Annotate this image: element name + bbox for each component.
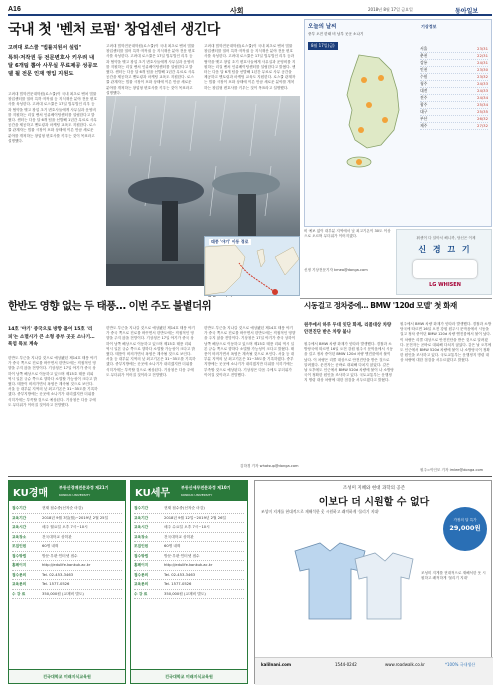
- ad-row-label: 교육장소: [12, 534, 27, 539]
- weather-title: 오늘의 날씨: [308, 24, 337, 30]
- ad-row-value: 60명 내외: [42, 544, 59, 548]
- cooling-title: 이보다 더 시원할 수 없다: [318, 497, 430, 508]
- ad-row-label: 홈페이지: [134, 563, 149, 567]
- ad-row-value: Tel. 02-453-3463: [42, 572, 74, 577]
- ad-row-label: 수 강 료: [12, 591, 26, 596]
- cooling-top: 조성미 지혜와 현대 과학의 공존: [342, 486, 406, 491]
- ad-row: [12, 580, 122, 590]
- city-row: [420, 74, 488, 81]
- city-row: [420, 60, 488, 67]
- ad-row: [134, 561, 244, 571]
- city-name: 대전: [420, 88, 428, 93]
- ad-row-label: 교육기간: [134, 515, 149, 520]
- ad-row-label: 접수문의: [12, 572, 27, 577]
- top-headline: 국내 첫 '벤처 로펌' 창업센터 생긴다: [8, 22, 220, 38]
- price-badge: [443, 507, 487, 551]
- ad-row-label: 교육장소: [134, 534, 149, 539]
- weather-box: [304, 19, 492, 227]
- ad-row: [12, 504, 122, 514]
- ad-row: [134, 523, 244, 533]
- ad-row-value: 2018년 9월 12일~2019년 2월 26일: [164, 515, 226, 520]
- city-temp: 25/34: [477, 102, 488, 107]
- city-temp: 23/32: [477, 74, 488, 79]
- ad-logo: KU경매: [13, 488, 49, 499]
- ad-row-label: 홈페이지: [12, 563, 27, 567]
- ad-row-label: 교육문의: [12, 582, 27, 586]
- city-name: 인천: [420, 67, 428, 72]
- price-label: 가정의 달 특가: [453, 518, 477, 522]
- price-value: 29,000원: [449, 524, 481, 532]
- city-name: 청주: [420, 81, 428, 86]
- city-row: [420, 109, 488, 116]
- city-name: 강릉: [420, 60, 428, 65]
- ad-row-value: 방문·우편·인터넷 접수: [164, 553, 200, 558]
- weather-note-byline: 신정 기상전문기자 kmeo@donga.com: [304, 268, 368, 272]
- mid-body-col1: 한반도 부근을 지나갈 것으로 예상됐던 제14호 태풍 야기가 중국 쪽으로 진로를 바꾸면서 한반도에는 직접적인 영향을 주지 않을 전망이다. 기상청은 17일 야기가 중국 상하이 남쪽 해상으로 이동하고 있으며 제15호 태풍 리피 역시 일본 규슈 쪽으로 향하다 소멸할 가능성이 크다고 밝혔다. 태풍이 비켜가면서 폭염은 계속될 것으로 보인다. 서울 등 대부분 지역의 낮 최고기온은 31~35도를 기록하겠다. 중부지방에는 곳곳에 소나기가 내리겠지만 더위를 식히기에는 부족할 것으로 예상된다. 기상청은 다음 주에도 무더위가 이어질 것이라고 전망했다.: [8, 356, 98, 407]
- ad-row-value: 매주 수요일 오후 7시~10시: [164, 525, 210, 529]
- city-temp: 24/34: [477, 95, 488, 100]
- korea-map: [319, 50, 419, 170]
- ad-row: [12, 542, 122, 552]
- ad-row: [134, 542, 244, 552]
- weather-map-label: 8월 17일(금): [308, 42, 338, 50]
- city-temp: 22/31: [477, 53, 488, 58]
- ad-row: [134, 590, 244, 600]
- whisen-sub: 휘센이 다 알아서 해니까, 당신은 이제: [416, 236, 476, 240]
- city-list: [420, 46, 488, 130]
- ad-row: [12, 523, 122, 533]
- bmw-byline: 원주=이인모 기자 imlee@donga.com: [420, 468, 484, 472]
- ad-row: [134, 533, 244, 543]
- city-name: 수원: [420, 74, 428, 79]
- ad-title: 부동산경매전문과정 제21기: [59, 485, 109, 490]
- city-temp: 24/31: [477, 60, 488, 65]
- city-row: [420, 88, 488, 95]
- ad-row-label: 접수기간: [134, 506, 149, 510]
- ad-row-value: Tel. 1577-0526: [164, 582, 192, 586]
- top-body-col3: 고려대 법학전문대학원(로스쿨)이 국내 최초로 벤처 법률 창업센터를 열어 특허·저작권 등 지식재산 분야 전문 변호사를 육성한다. 고려대 로스쿨은 17일 법무법인 리우 등과 협약을 맺고 창업 초기 변호사들에게 사무실과 운영비를 지원하는 리걸 벤처 인큐베이팅센터를 설립한다고 밝혔다. 센터는 다음 달 6개 팀을 선발해 1년간 무료로 사무 공간을 제공하고 멘토링과 마케팅 교육도 지원한다. 로스쿨 관계자는 법률 시장이 포화 상태에 이른 만큼 새로운 분야를 개척하는 창업형 변호사를 키우는 것이 목표라고 설명했다.: [204, 44, 296, 90]
- cooling-footnote: *100% 국내생산: [445, 662, 476, 667]
- city-name: 제주: [420, 123, 428, 128]
- ad-row-value: http://edulife.konkuk.ac.kr: [42, 563, 91, 567]
- ad-footer: 건국대학교 미래지식교육원: [9, 669, 125, 683]
- top-subhead-2: 특허·저작권 등 전문변호사 키우려 내달 6개팀 뽑아 사무실 무료제공 성공모델 될 전문 인재 영입 지원도: [8, 55, 98, 77]
- city-name: 춘천: [420, 53, 428, 58]
- ad-row: [12, 514, 122, 524]
- edition-date: 2018년 8월 17일 금요일: [368, 7, 413, 12]
- city-name: 전주: [420, 95, 428, 100]
- ad-row-label: 접수기간: [12, 506, 27, 510]
- ad-row-value: 350,000원 (교재비 별도): [42, 591, 84, 596]
- ad-row-label: 접수문의: [134, 572, 149, 577]
- paper-name: 동아일보: [455, 8, 479, 15]
- ad-logo: KU세무: [135, 488, 171, 499]
- ad-row: [12, 561, 122, 571]
- ad-row-label: 모집인원: [12, 544, 27, 548]
- ad-row-label: 교육기간: [12, 515, 27, 520]
- city-temp: 23/31: [477, 46, 488, 51]
- ad-row-value: 건국대학교 상허관: [164, 534, 194, 539]
- city-row: [420, 81, 488, 88]
- city-temp: 27/32: [477, 123, 488, 128]
- ad-row: [134, 504, 244, 514]
- ad-ku-auction[interactable]: [8, 480, 126, 684]
- section-title: 사회: [230, 7, 244, 15]
- city-name: 서울: [420, 46, 428, 51]
- bmw-headline: 시동걸고 정차중에… BMW '120d 모델' 첫 화재: [304, 301, 457, 310]
- cooling-footer: [255, 657, 493, 685]
- ad-row-value: 건국대학교 상허관: [42, 534, 72, 539]
- cooling-phone: 1544-0242: [335, 662, 357, 667]
- ad-row: [134, 580, 244, 590]
- bmw-kicker: 원주에서 하루 두대 잇단 화재, 리콜대상 차량 안전진단 받은 차량 불나: [304, 323, 392, 335]
- city-row: [420, 46, 488, 53]
- ad-row-label: 교육시간: [134, 525, 149, 529]
- ad-row-value: 2018년 9월 3일(월)~2019년 2월 25일: [42, 515, 109, 520]
- weather-side-title: 기상정보: [421, 24, 437, 29]
- ad-rows: [131, 501, 247, 602]
- ad-row: [134, 514, 244, 524]
- ad-row: [12, 552, 122, 562]
- page-number: A16: [8, 6, 21, 13]
- top-body-col1: 고려대 법학전문대학원(로스쿨)이 국내 최초로 벤처 법률 창업센터를 열어 특허·저작권 등 지식재산 분야 전문 변호사를 육성한다. 고려대 로스쿨은 17일 법무법인 리우 등과 협약을 맺고 창업 초기 변호사들에게 사무실과 운영비를 지원하는 리걸 벤처 인큐베이팅센터를 설립한다고 밝혔다. 센터는 다음 달 6개 팀을 선발해 1년간 무료로 사무 공간을 제공하고 멘토링과 마케팅 교육도 지원한다. 로스쿨 관계자는 법률 시장이 포화 상태에 이른 만큼 새로운 분야를 개척하는 창업형 변호사를 키우는 것이 목표라고 설명했다.: [8, 92, 97, 143]
- ad-row-value: http://edulife.konkuk.ac.kr: [164, 563, 213, 567]
- cooling-sub: 조성미 지게를 현대적으로 재해석한 옷 시원하고 쾌적하게 '물리기 지대': [261, 509, 380, 514]
- city-temp: 24/33: [477, 81, 488, 86]
- ad-row-value: 현재 접수중(선착순 마감): [42, 506, 83, 510]
- ad-footer: 건국대학교 미래지식교육원: [131, 669, 247, 683]
- city-temp: 24/33: [477, 88, 488, 93]
- ad-ku-tax[interactable]: [130, 480, 248, 684]
- city-row: [420, 102, 488, 109]
- mid-body-col3: 한반도 부근을 지나갈 것으로 예상됐던 제14호 태풍 야기가 중국 쪽으로 진로를 바꾸면서 한반도에는 직접적인 영향을 주지 않을 전망이다. 기상청은 17일 야기가 중국 상하이 남쪽 해상으로 이동하고 있으며 제15호 태풍 리피 역시 일본 규슈 쪽으로 향하다 소멸할 가능성이 크다고 밝혔다. 태풍이 비켜가면서 폭염은 계속될 것으로 보인다. 서울 등 대부분 지역의 낮 최고기온은 31~35도를 기록하겠다. 중부지방에는 곳곳에 소나기가 내리겠지만 더위를 식히기에는 부족할 것으로 예상된다. 기상청은 다음 주에도 무더위가 이어질 것이라고 전망했다.: [204, 326, 296, 377]
- mid-headline: 한반도 영향 없는 두 태풍… 이번 주도 불볕더위: [8, 300, 212, 312]
- ad-sub: KONKUK UNIVERSITY: [59, 493, 91, 497]
- ad-row-label: 접수방법: [12, 553, 27, 558]
- ad-row-value: 방문·우편·인터넷 접수: [42, 553, 78, 558]
- ad-row-value: 매주 월요일 오후 7시~10시: [42, 525, 88, 529]
- ad-sub: KONKUK UNIVERSITY: [181, 493, 213, 497]
- ad-cooling-wear[interactable]: [254, 480, 492, 684]
- ad-row-label: 접수방법: [134, 553, 149, 558]
- ad-row-value: 60명 내외: [164, 544, 181, 548]
- bmw-body-col1: 원주에서 BMW 차량 화재가 잇따라 발생했다. 경찰과 소방당국에 따르면 16일 오전 강원 원주시 문막읍에서 시동을 걸고 정차 중이던 BMW 120d 차량 엔진룸에서 불이 났다. 이 차량은 리콜 대상으로 안전진단을 받은 것으로 알려졌다. 운전자는 곧바로 대피해 다치지 않았다. 같은 날 오후에도 인근에서 BMW 520d 차량에 불이 나 소방당국이 정확한 원인을 조사하고 있다. 국토교통부는 운행정지 명령 대상 차량에 대한 점검을 서두르겠다고 밝혔다.: [304, 342, 394, 383]
- whisen-product: [413, 260, 477, 278]
- city-row: [420, 53, 488, 60]
- city-row: [420, 67, 488, 74]
- city-name: 부산: [420, 116, 428, 121]
- mid-body-col2: 한반도 부근을 지나갈 것으로 예상됐던 제14호 태풍 야기가 중국 쪽으로 진로를 바꾸면서 한반도에는 직접적인 영향을 주지 않을 전망이다. 기상청은 17일 야기가 중국 상하이 남쪽 해상으로 이동하고 있으며 제15호 태풍 리피 역시 일본 규슈 쪽으로 향하다 소멸할 가능성이 크다고 밝혔다. 태풍이 비켜가면서 폭염은 계속될 것으로 보인다. 서울 등 대부분 지역의 낮 최고기온은 31~35도를 기록하겠다. 중부지방에는 곳곳에 소나기가 내리겠지만 더위를 식히기에는 부족할 것으로 예상된다. 기상청은 다음 주에도 무더위가 이어질 것이라고 전망했다.: [106, 326, 196, 377]
- cooling-site: www.roadwalk.co.kr: [385, 662, 425, 667]
- ad-row: [12, 533, 122, 543]
- weather-note: 비 예보 없이 대부분 지역에서 낮 최고기온이 30도 이상으로 오르며 무더위가 이어지겠다.: [304, 229, 391, 239]
- city-temp: 26/32: [477, 116, 488, 121]
- ad-row-label: 교육문의: [134, 582, 149, 586]
- cooling-desc: 조성미 지게를 현대적으로 재해석한 옷 시원하고 쾌적하게 '물리기 지대': [421, 571, 486, 581]
- weather-forecast: 중부 오전 한때 비 남부 곳곳 소나기: [308, 32, 364, 36]
- ad-row: [134, 552, 244, 562]
- city-temp: 23/30: [477, 67, 488, 72]
- ad-whisen[interactable]: [396, 229, 492, 295]
- whisen-title: 신 경 끄 기: [418, 245, 472, 254]
- city-row: [420, 95, 488, 102]
- page-header: [8, 6, 492, 16]
- ad-row-label: 수 강 료: [134, 591, 148, 596]
- whisen-brand: LG WHISEN: [429, 282, 461, 288]
- city-temp: 25/35: [477, 109, 488, 114]
- city-row: [420, 123, 488, 130]
- garment-image: [275, 541, 415, 621]
- top-body-col2: 고려대 법학전문대학원(로스쿨)이 국내 최초로 벤처 법률 창업센터를 열어 특허·저작권 등 지식재산 분야 전문 변호사를 육성한다. 고려대 로스쿨은 17일 법무법인 리우 등과 협약을 맺고 창업 초기 변호사들에게 사무실과 운영비를 지원하는 리걸 벤처 인큐베이팅센터를 설립한다고 밝혔다. 센터는 다음 달 6개 팀을 선발해 1년간 무료로 사무 공간을 제공하고 멘토링과 마케팅 교육도 지원한다. 로스쿨 관계자는 법률 시장이 포화 상태에 이른 만큼 새로운 분야를 개척하는 창업형 변호사를 키우는 것이 목표라고 설명했다.: [106, 44, 195, 95]
- ad-row-value: 현재 접수중(선착순 마감): [164, 506, 205, 510]
- city-row: [420, 116, 488, 123]
- top-subhead-1: 고려대 로스쿨 "법률지원서 설립": [8, 45, 82, 51]
- ad-row-label: 교육시간: [12, 525, 27, 529]
- ad-row-value: 350,000원 (교재비 별도): [164, 591, 206, 596]
- ad-logo-bar: [131, 481, 247, 501]
- ad-logo-bar: [9, 481, 125, 501]
- ad-rows: [9, 501, 125, 602]
- bmw-body-col2: 원주에서 BMW 차량 화재가 잇따라 발생했다. 경찰과 소방당국에 따르면 16일 오전 강원 원주시 문막읍에서 시동을 걸고 정차 중이던 BMW 120d 차량 엔진룸에서 불이 났다. 이 차량은 리콜 대상으로 안전진단을 받은 것으로 알려졌다. 운전자는 곧바로 대피해 다치지 않았다. 같은 날 오후에도 인근에서 BMW 520d 차량에 불이 나 소방당국이 정확한 원인을 조사하고 있다. 국토교통부는 운행정지 명령 대상 차량에 대한 점검을 서두르겠다고 밝혔다.: [400, 322, 492, 363]
- typhoon-map-title: 태풍 '야기' 이동 경로: [211, 239, 249, 244]
- ad-row-value: Tel. 02-453-3463: [164, 572, 196, 577]
- cooling-brand: kalilnani.com: [261, 662, 292, 667]
- ad-row: [134, 571, 244, 581]
- ad-row-label: 모집인원: [134, 544, 149, 548]
- city-name: 광주: [420, 102, 428, 107]
- mid-byline: 김하경 기자 whatsup@donga.com: [240, 464, 299, 468]
- ad-row-value: Tel. 1577-0526: [42, 582, 70, 586]
- ad-row: [12, 590, 122, 600]
- ad-row: [12, 571, 122, 581]
- ad-title: 부동산세무전문과정 제10기: [181, 485, 231, 490]
- city-name: 대구: [420, 109, 428, 114]
- mid-kicker: 14호 '야기' 중국으로 방향 틀어 15호 '리피'는 소멸시가 큰 소형 중부 곳곳 소나기… 폭염 특보 계속: [8, 327, 95, 348]
- typhoon-map: [204, 236, 300, 296]
